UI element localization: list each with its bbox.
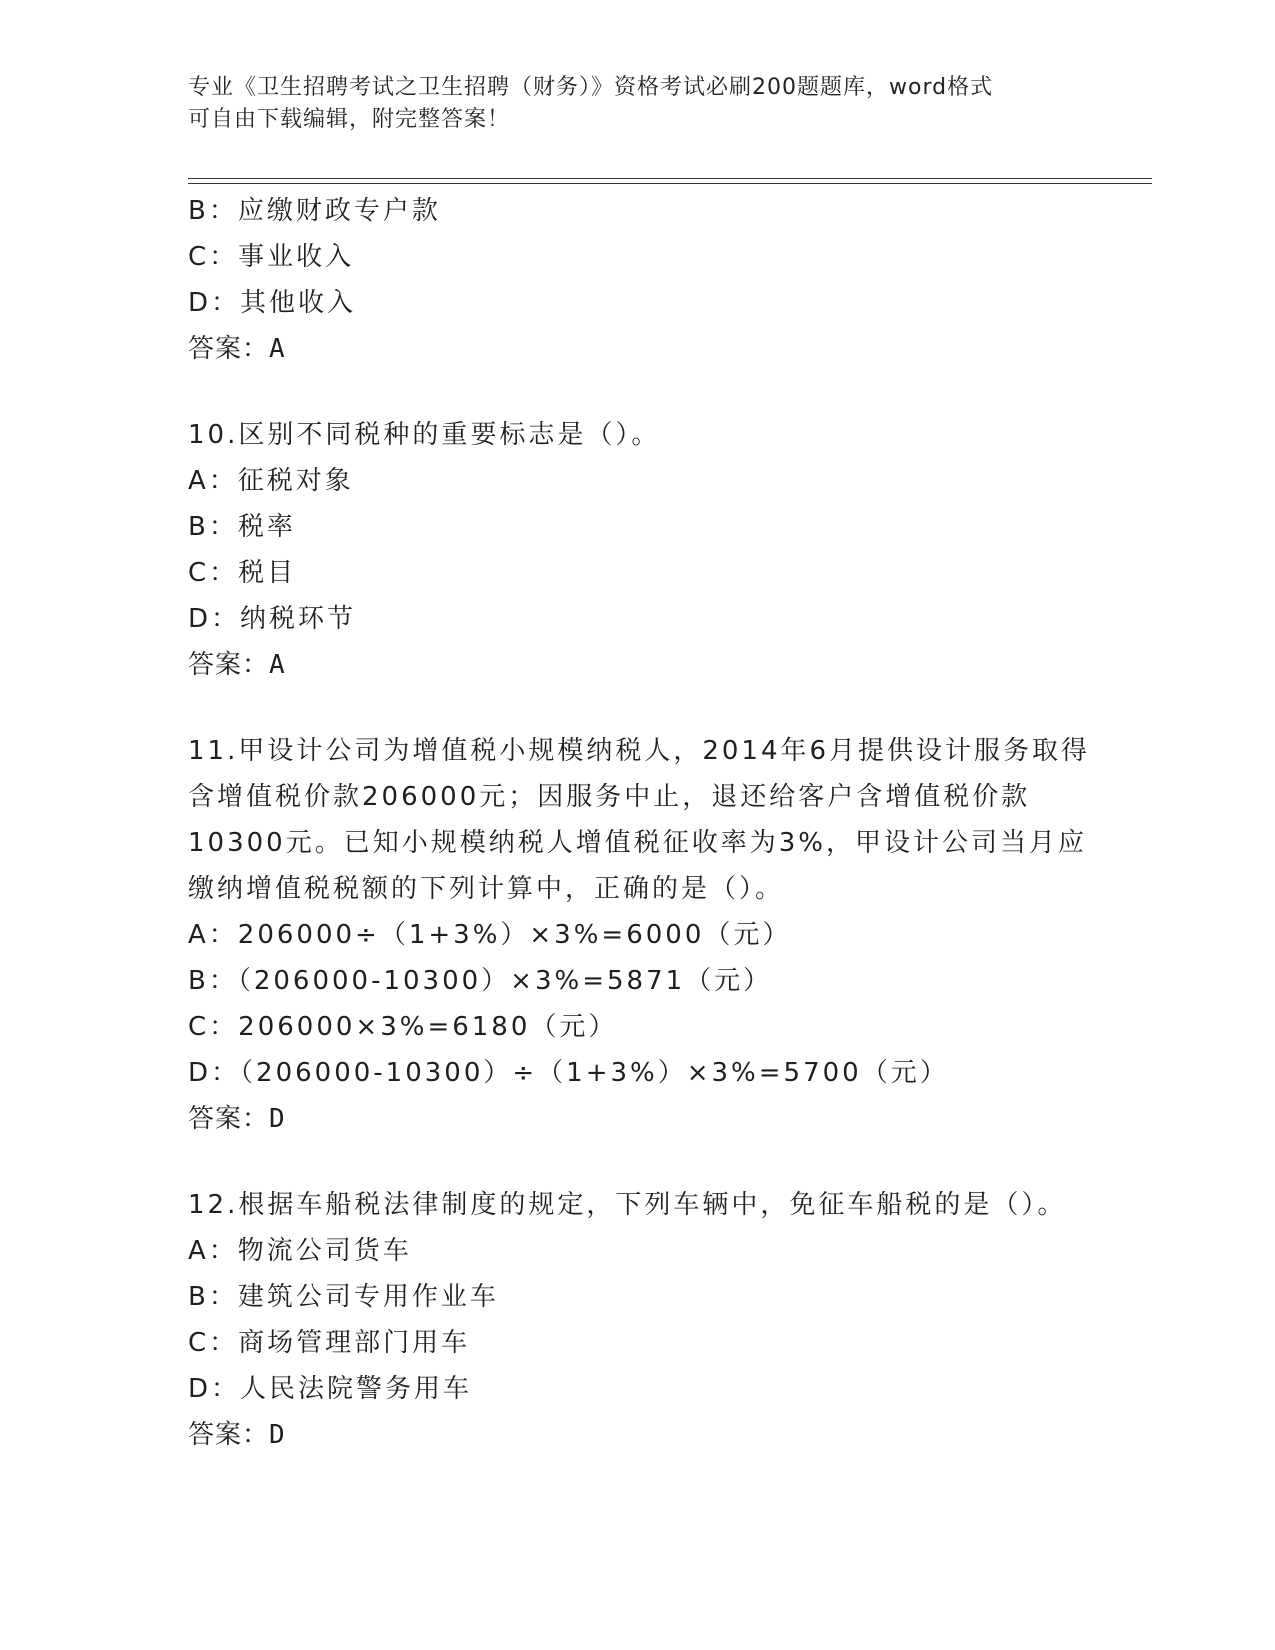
question-stem-line-3: 10300元。已知小规模纳税人增值税征收率为3%，甲设计公司当月应 (188, 828, 1087, 858)
question-spacer (188, 372, 1088, 412)
option-d: D：纳税环节 (188, 604, 357, 634)
option-c: C：税目 (188, 558, 297, 588)
option-a: A：物流公司货车 (188, 1236, 412, 1266)
option-b: B：应缴财政专户款 (188, 196, 441, 226)
option-c: C：事业收入 (188, 242, 355, 272)
question-block-11 (188, 728, 1091, 1142)
header-title-line-1: 专业《卫生招聘考试之卫生招聘（财务）》资格考试必刷200题题库，word格式 (188, 75, 994, 100)
answer-line: 答案：A (188, 650, 286, 680)
header-divider-top (188, 178, 1152, 179)
document-header (188, 72, 1088, 136)
answer-line: 答案：D (188, 1104, 286, 1134)
option-b: B：建筑公司专用作业车 (188, 1282, 499, 1312)
header-title-line-2: 可自由下载编辑，附完整答案！ (188, 107, 511, 132)
question-spacer (188, 688, 1088, 728)
question-stem-line-4: 缴纳增值税税额的下列计算中，正确的是（）。 (188, 874, 785, 904)
question-block-12 (188, 1182, 1088, 1458)
option-a: A：206000÷（1+3%）×3%=6000（元） (188, 920, 792, 950)
question-spacer (188, 1142, 1088, 1182)
question-block-10 (188, 412, 1088, 688)
question-stem: 12.根据车船税法律制度的规定，下列车辆中，免征车船税的是（）。 (188, 1190, 1067, 1220)
question-block-9 (188, 188, 1088, 372)
question-list (188, 188, 1091, 1458)
question-stem: 10.区别不同税种的重要标志是（）。 (188, 420, 661, 450)
option-c: C：商场管理部门用车 (188, 1328, 471, 1358)
header-divider-bottom (188, 183, 1152, 184)
option-a: A：征税对象 (188, 466, 354, 496)
option-d: D：（206000-10300）÷（1+3%）×3%=5700（元） (188, 1058, 949, 1088)
answer-line: 答案：A (188, 334, 286, 364)
option-b: B：（206000-10300）×3%=5871（元） (188, 966, 773, 996)
option-b: B：税率 (188, 512, 296, 542)
question-stem-line-1: 11.甲设计公司为增值税小规模纳税人，2014年6月提供设计服务取得 (188, 736, 1091, 766)
option-d: D：人民法院警务用车 (188, 1374, 473, 1404)
answer-line: 答案：D (188, 1420, 286, 1450)
option-d: D：其他收入 (188, 288, 357, 318)
option-c: C：206000×3%=6180（元） (188, 1012, 618, 1042)
question-stem-line-2: 含增值税价款206000元；因服务中止，退还给客户含增值税价款 (188, 782, 1031, 812)
